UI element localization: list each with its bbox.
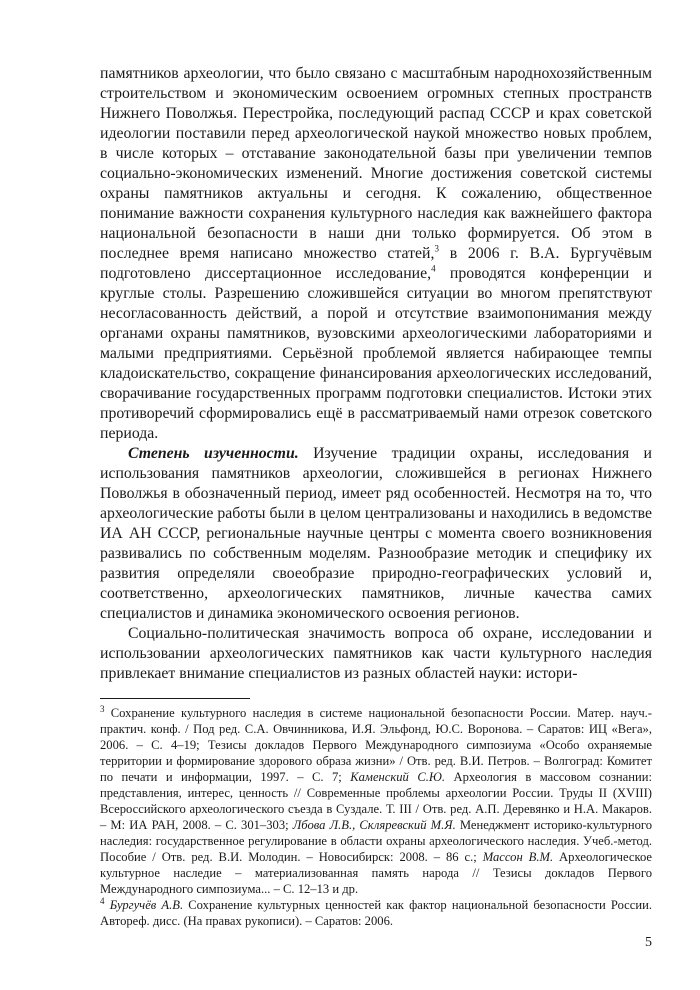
footnote-ref: 4: [431, 263, 436, 274]
text-run: проводятся конференции и круглые столы. Разрешению сложившейся ситуации во многом препятствуют несогласованность действий, а порой и отсутствие взаимопонимания между органами охраны памятников, вузовскими археологическими лабораториями и малыми предприятиями. Серьёзной проблемой является набирающее темпы кладоискательство, сокращение финансирования археологических исследований, сворачивание государственных программ подготовки специалистов. Истоки этих противоречий сформировались ещё в рассматриваемый нами отрезок советского периода.: [100, 265, 652, 442]
author-name: Массон В.М.: [482, 850, 554, 864]
footnote: [100, 897, 652, 929]
text-run: Менеджмент историко-культурного наследия: государственное регулирование в области охраны археологического наследия. Учеб.-метод. Пособие / Отв. ред. В.И. Молодин. – Новосибирск: 2008. – 86 с.;: [100, 818, 653, 864]
paragraph: [100, 624, 652, 684]
section-heading: Степень изученности.: [128, 445, 299, 462]
footnote: [100, 705, 652, 897]
body-text: [100, 64, 652, 684]
page-number: 5: [645, 935, 652, 950]
footnote-separator: [100, 698, 250, 699]
text-run: Археологическое культурное наследие – материализованная память народа // Тезисы докладов Первого Международного симпозиума... – С. 12–13 и др.: [100, 850, 652, 896]
page-content: [100, 64, 652, 929]
footnote-ref: 3: [434, 243, 439, 254]
footnote-ref: 4: [100, 895, 105, 906]
author-name: Лбова Л.В., Скляревский М.Я.: [292, 818, 456, 832]
text-run: в 2006 г. В.А. Бургучёвым подготовлено диссертационное исследование,: [100, 245, 652, 282]
footnotes: [100, 705, 652, 929]
text-run: Археология в массовом сознании: представления, интерес, ценность // Современные проблемы археологии России. Труды II (XVIII) Всероссийского археологического съезда в Суздале. Т. III / Отв. ред. А.П. Деревянко и Н.А. Макаров. – М: ИА РАН, 2008. – С. 301–303;: [100, 770, 652, 832]
text-run: Социально-политическая значимость вопроса об охране, исследовании и использовании археологических памятников как части культурного наследия привлекает внимание специалистов из разных областей науки: истори-: [100, 625, 652, 682]
footnote-ref: 3: [100, 703, 105, 714]
text-run: Сохранение культурных ценностей как фактор национальной безопасности России. Автореф. дисс. (На правах рукописи). – Саратов: 2006.: [100, 898, 652, 928]
text-run: Изучение традиции охраны, исследования и использования памятников археологии, сложившейся в регионах Нижнего Поволжья в обозначенный период, имеет ряд особенностей. Несмотря на то, что археологические работы были в целом централизованы и находились в ведомстве ИА АН СССР, региональные научные центры с момента своего возникновения развивались по собственным моделям. Разнообразие методик и специфику их развития определяли своеобразие природно-географических условий и, соответственно, археологических памятников, личные качества самих специалистов и динамика экономического освоения регионов.: [100, 445, 653, 622]
author-name: Каменский С.Ю.: [350, 770, 446, 784]
text-run: памятников археологии, что было связано с масштабным народнохозяйственным строительством и экономическим освоением огромных степных пространств Нижнего Поволжья. Перестройка, последующий распад СССР и крах советской идеологии поставили перед археологической наукой множество новых проблем, в числе которых – отставание законодательной базы при увеличении темпов социально-экономических изменений. Многие достижения советской системы охраны памятников актуальны и сегодня. К сожалению, общественное понимание важности сохранения культурного наследия как важнейшего фактора национальной безопасности в наши дни только формируется. Об этом в последнее время написано множество статей,: [100, 65, 652, 262]
text-run: Сохранение культурного наследия в системе национальной безопасности России. Матер. науч.-практич. конф. / Под ред. С.А. Овчинникова, И.Я. Эльфонд, Ю.С. Воронова. – Саратов: ИЦ «Вега», 2006. – С. 4–19; Тезисы докладов Первого Международного симпозиума «Особо охраняемые территории и формирование здорового образа жизни» / Отв. ред. В.И. Петров. – Волгоград: Комитет по печати и информации, 1997. – С. 7;: [100, 706, 652, 784]
paragraph: [100, 64, 652, 444]
paragraph: [100, 444, 652, 624]
author-name: Бургучёв А.В.: [109, 898, 184, 912]
